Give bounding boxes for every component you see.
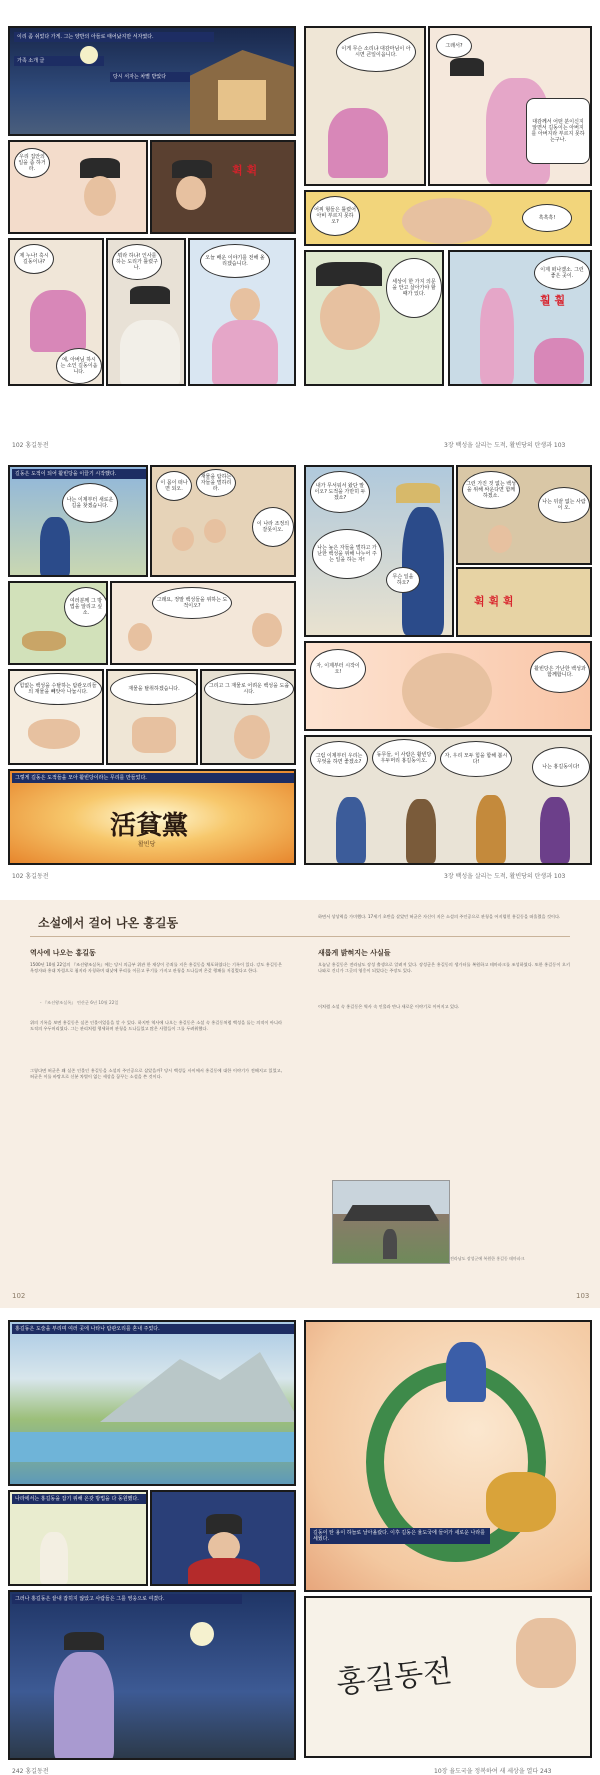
bubble-4: 나는 높은 자들을 벌하고 가난한 백성을 위해 나누어 주는 일을 하는 자! — [312, 529, 382, 579]
gat-hat — [450, 58, 484, 76]
panel-sfx — [456, 567, 592, 637]
panel-hero-closeup — [304, 641, 592, 731]
left-quote: - 『조선왕조실록』 연산군 6년 10월 22일 — [40, 1000, 119, 1005]
panel-night-house — [8, 26, 296, 136]
caption-mid2: 당시 서자는 차별 받았다 — [110, 72, 190, 82]
panel-fist — [106, 669, 198, 765]
bubble-6: 그래요, 정말 백성들을 위하는 도적이오? — [152, 587, 232, 619]
panel-crying — [304, 190, 592, 246]
caption-mid: 길동이 탄 용이 하늘로 날아올랐다. 이후 길동은 율도국에 들어가 새로운 나라를 세웠다. — [310, 1528, 490, 1544]
panel-dragon — [304, 1320, 592, 1592]
right-para-2: 이처럼 소설 속 홍길동은 역사 속 인물과 만나 새로운 이야기로 이어지고 있다. — [318, 1004, 460, 1009]
panel-official — [150, 1490, 296, 1586]
article-title: 소설에서 걸어 나온 홍길동 — [38, 916, 179, 930]
comic-spread-1 — [0, 0, 600, 450]
page-number-right: 103 — [576, 1292, 590, 1300]
caption-top: 이리 좀 쉬었다 가게. 그는 양반의 아들로 태어났지만 서자였다. — [14, 32, 214, 42]
bubble-4: 어찌 형들은 틀렸어 아비 부르지 못하오? — [310, 196, 360, 236]
panel-hand — [8, 669, 104, 765]
bubble-1: 이게 무슨 소리냐 대감마님이 아시면 큰일이옵니다. — [336, 32, 416, 72]
folio-left: 242 홍길동전 — [12, 1768, 49, 1775]
sfx-action: 휙 휙 휙 — [474, 595, 514, 608]
bubble-7: 힘없는 백성을 수탈하는 탐관오리들의 재물을 빼앗아 나눕시다. — [14, 673, 102, 705]
villager-figure — [406, 799, 436, 863]
panel-scholar — [8, 1490, 148, 1586]
face — [234, 715, 270, 759]
caption-top: 홍길동은 도술을 부리며 여러 곳에 나타나 탐관오리를 혼내 주었다. — [12, 1324, 296, 1334]
bubble-5: 흑흑흑! — [522, 204, 572, 232]
folio-left: 102 홍길동전 — [12, 442, 49, 449]
photo-caption: 전라남도 장성군에 복원한 홍길동 테마파크 — [450, 1256, 525, 1261]
bubble-3: 나는 뒤끝 없는 사람이 오. — [538, 487, 590, 523]
roof-shape — [343, 1205, 439, 1221]
window-light — [218, 80, 266, 120]
statue-shape — [383, 1229, 397, 1259]
mountain-shape — [100, 1352, 296, 1422]
face — [252, 613, 282, 647]
panel-old-man — [200, 669, 296, 765]
moon-icon — [190, 1622, 214, 1646]
panel-banner — [8, 769, 296, 865]
face — [230, 288, 260, 322]
bubble-7: 활빈당은 가난한 백성과 함께합니다. — [530, 651, 590, 693]
panel-crowd — [150, 465, 296, 577]
left-para-2: 위의 기록을 보면 홍길동은 실존 인물이었음을 알 수 있다. 하지만 역사에 나오는 홍길동은 소설 속 홍길동처럼 백성을 돕는 의적이 아니라 도적의 우두머리였다. 그는 관리처럼 행세하며 관청을 드나들었고 많은 사람들이 그를 두려워했다. — [30, 1020, 282, 1032]
face — [320, 284, 380, 350]
sfx-top: 휙 휙 — [232, 164, 258, 177]
bubble-8: 그리고 그 재물로 어려운 백성을 도웁시다. — [204, 673, 294, 705]
gat-hat — [64, 1632, 104, 1650]
comic-spread-3 — [0, 1312, 600, 1775]
panel-speaker — [428, 26, 592, 186]
right-para-1: 오늘날 홍길동은 전라남도 장성 출생으로 알려져 있다. 장성군은 홍길동의 생가터를 복원하고 테마파크를 조성하였다. 또한 홍길동이 오키나와로 건너가 그곳의 영웅이 되었다는 주장도 있다. — [318, 962, 570, 974]
gat-hat — [80, 158, 120, 178]
right-heading: 새롭게 밝혀지는 사실들 — [318, 949, 391, 957]
river-shape — [10, 1432, 296, 1462]
panel-villagers — [110, 581, 296, 665]
caption-mid1: 가족 소개 글 — [14, 56, 104, 66]
fist-icon — [132, 717, 176, 753]
robed-figure — [54, 1652, 114, 1760]
bubble-4: 이 나라 조정의 잘못이오. — [252, 507, 294, 547]
panel-bowing — [304, 26, 426, 186]
title-rule — [30, 936, 570, 937]
straw-shoe-icon — [22, 631, 66, 651]
comic-spread-2 — [0, 455, 600, 895]
face — [172, 527, 194, 551]
pink-robe-figure — [212, 320, 278, 386]
face — [176, 176, 206, 210]
kneeling-figure — [534, 338, 584, 384]
red-robe-figure — [188, 1558, 260, 1586]
villager-figure — [336, 797, 366, 863]
hand-icon — [28, 719, 80, 749]
caption-bottom: 그렇게 길동은 도적들을 모아 활빈당이라는 무리를 만들었다. — [12, 773, 296, 783]
bubble-son-3: 오늘 배운 이야기를 전해 올리겠습니다. — [200, 244, 270, 278]
caption-mid: 나라에서는 홍길동을 잡기 위해 온갖 방법을 다 동원했다. — [12, 1494, 148, 1504]
panel-straw-shoe — [8, 581, 108, 665]
bubble-5: 무슨 일을 하오? — [386, 567, 420, 593]
bubble-11: 나는 홍길동이다! — [532, 747, 590, 787]
bubble-son-4: 예, 아버님 하시는 소인 길동이옵니다. — [56, 348, 102, 384]
panel-father-seated — [106, 238, 186, 386]
theme-park-photo — [332, 1180, 450, 1264]
panel-moon-night — [8, 1590, 296, 1760]
kneeling-figure — [30, 290, 86, 352]
scholar-figure — [40, 1532, 68, 1584]
villager-figure — [540, 797, 570, 863]
panel-son-kneeling — [188, 238, 296, 386]
caption-top: 길동은 도적이 되어 활빈당을 이끌기 시작했다. — [12, 469, 146, 479]
bubble-6: 자, 이제부터 시작이오! — [310, 649, 366, 689]
bubble-6: 세상이 한 가지 의문을 안고 살아가야 할 때가 있다. — [386, 258, 442, 318]
folio-right: 3장 백성을 살리는 도적, 활빈당의 탄생과 103 — [444, 873, 566, 880]
panel-father — [8, 140, 148, 234]
bubble-1: 내가 무서워서 왔단 말이오? 도적을 가만히 두겠소? — [310, 471, 370, 513]
folio-left: 102 홍길동전 — [12, 873, 49, 880]
right-para-0: 하면서 상상력을 가미했다. 17세기 초반을 살았던 허균은 자신이 지은 소설의 주인공으로 관청을 어지럽힌 홍길동을 떠올렸을 것이다. — [318, 914, 561, 919]
bubble-2: 그래서? — [436, 34, 472, 58]
banner-reading: 활빈당 — [138, 841, 156, 848]
brush-hand-icon — [516, 1618, 576, 1688]
rider-figure — [446, 1342, 486, 1402]
bubble-2: 이 몸이 떠나면 되오. — [156, 471, 192, 501]
panel-calligraphy — [304, 1596, 592, 1758]
bubble-5: 여러분께 그 방법을 알리고 싶소. — [64, 587, 108, 627]
standing-figure — [480, 288, 514, 384]
robed-figure — [120, 320, 180, 386]
face — [84, 176, 116, 216]
face — [488, 525, 512, 553]
bubble-9: 재물을 탈취하겠습니다. — [110, 673, 198, 705]
left-para-1: 1500년 10월 22일의 『조선왕조실록』에는 당시 의금부 위관 한 재상이 중죄를 지은 홍길동을 체포하였다는 기록이 있다. 강도 홍길동은 옥정자와 홍대 차림으로 첨지라 자칭하며 대낮에 무리를 이끌고 무기를 가지고 관청을 드나들며 온갖 행패를 저질렀다고 한다. — [30, 962, 282, 974]
left-para-3: 그렇다면 허균은 왜 실존 인물인 홍길동을 소설의 주인공으로 삼았을까? 당시 백성들 사이에서 홍길동에 대한 이야기가 전해지고 있었고, 허균은 이를 바탕으로 신분 차별이 없는 세상을 꿈꾸는 소설을 쓴 것이다. — [30, 1068, 282, 1080]
folio-right: 3장 백성을 살리는 도적, 활빈당의 탄생과 103 — [444, 442, 566, 449]
panel-house-red — [150, 140, 296, 234]
panel-hero-mountain — [8, 465, 148, 577]
panel-departure — [448, 250, 592, 386]
article-page — [0, 900, 600, 1308]
gat-hat — [396, 483, 440, 503]
bubble-9: 자, 우리 모두 힘을 합해 봅시다! — [440, 741, 512, 777]
bubble-8: 그럼 이제부터 우리는 무엇을 하면 좋겠소? — [310, 741, 368, 777]
hero-figure — [40, 517, 70, 577]
dragon-head — [486, 1472, 556, 1532]
hero-face — [402, 653, 492, 729]
page-number-left: 102 — [12, 1292, 26, 1300]
face — [402, 198, 492, 244]
panel-hero-speech — [304, 465, 454, 637]
face — [128, 623, 152, 651]
bubble-1: 나는 이제부터 새로운 길을 찾겠습니다. — [62, 483, 118, 523]
kneeling-figure — [328, 108, 388, 178]
panel-bow — [8, 238, 104, 386]
left-heading: 역사에 나오는 홍길동 — [30, 949, 96, 957]
bubble-son-2: 뭐라 하냐! 인사를 하는 도리가 틀렸구나. — [112, 244, 162, 280]
bubble-3: 대감께서 어떤 분이신지 알면서 길동이는 아버지를 아버지라 부르지 못하는구나. — [526, 98, 590, 164]
gat-hat — [316, 262, 382, 286]
calligraphy-text: 홍길동전 — [334, 1654, 454, 1701]
bubble-7: 이제 떠나겠소. 그런 좋은 곳이. — [534, 256, 590, 290]
panel-landscape — [8, 1320, 296, 1486]
bubble-3: 재물을 탐하는 자들을 벌하리라. — [196, 469, 236, 497]
sfx-wind: 훨 훨 — [540, 294, 566, 307]
face — [204, 519, 226, 543]
caption-bottom: 그러나 홍길동은 끝내 잡히지 않았고 사람들은 그를 영웅으로 여겼다. — [12, 1594, 242, 1604]
official-hat — [206, 1514, 242, 1534]
banner-hanja: 活貧黨 — [110, 811, 189, 841]
folio-right: 10장 율도국을 정복하여 새 세상을 열다 243 — [434, 1768, 552, 1775]
moon-icon — [80, 46, 98, 64]
panel-crowd-right — [456, 465, 592, 565]
bubble-son-1: 제 누나! 혹시 길동이냐? — [14, 244, 54, 274]
gat-hat — [130, 286, 170, 304]
panel-father-closeup — [304, 250, 444, 386]
villager-figure — [476, 795, 506, 863]
bubble-father: 우리 집안의 일을 좀 하거라. — [14, 148, 50, 178]
panel-gathering — [304, 735, 592, 865]
bubble-10: 동무들, 이 사람은 활빈당 우두머리 홍길동이오. — [372, 739, 436, 777]
bubble-2: 그런 가진 것 없는 백성을 위해 싸운다면 함께하겠소. — [462, 471, 520, 509]
